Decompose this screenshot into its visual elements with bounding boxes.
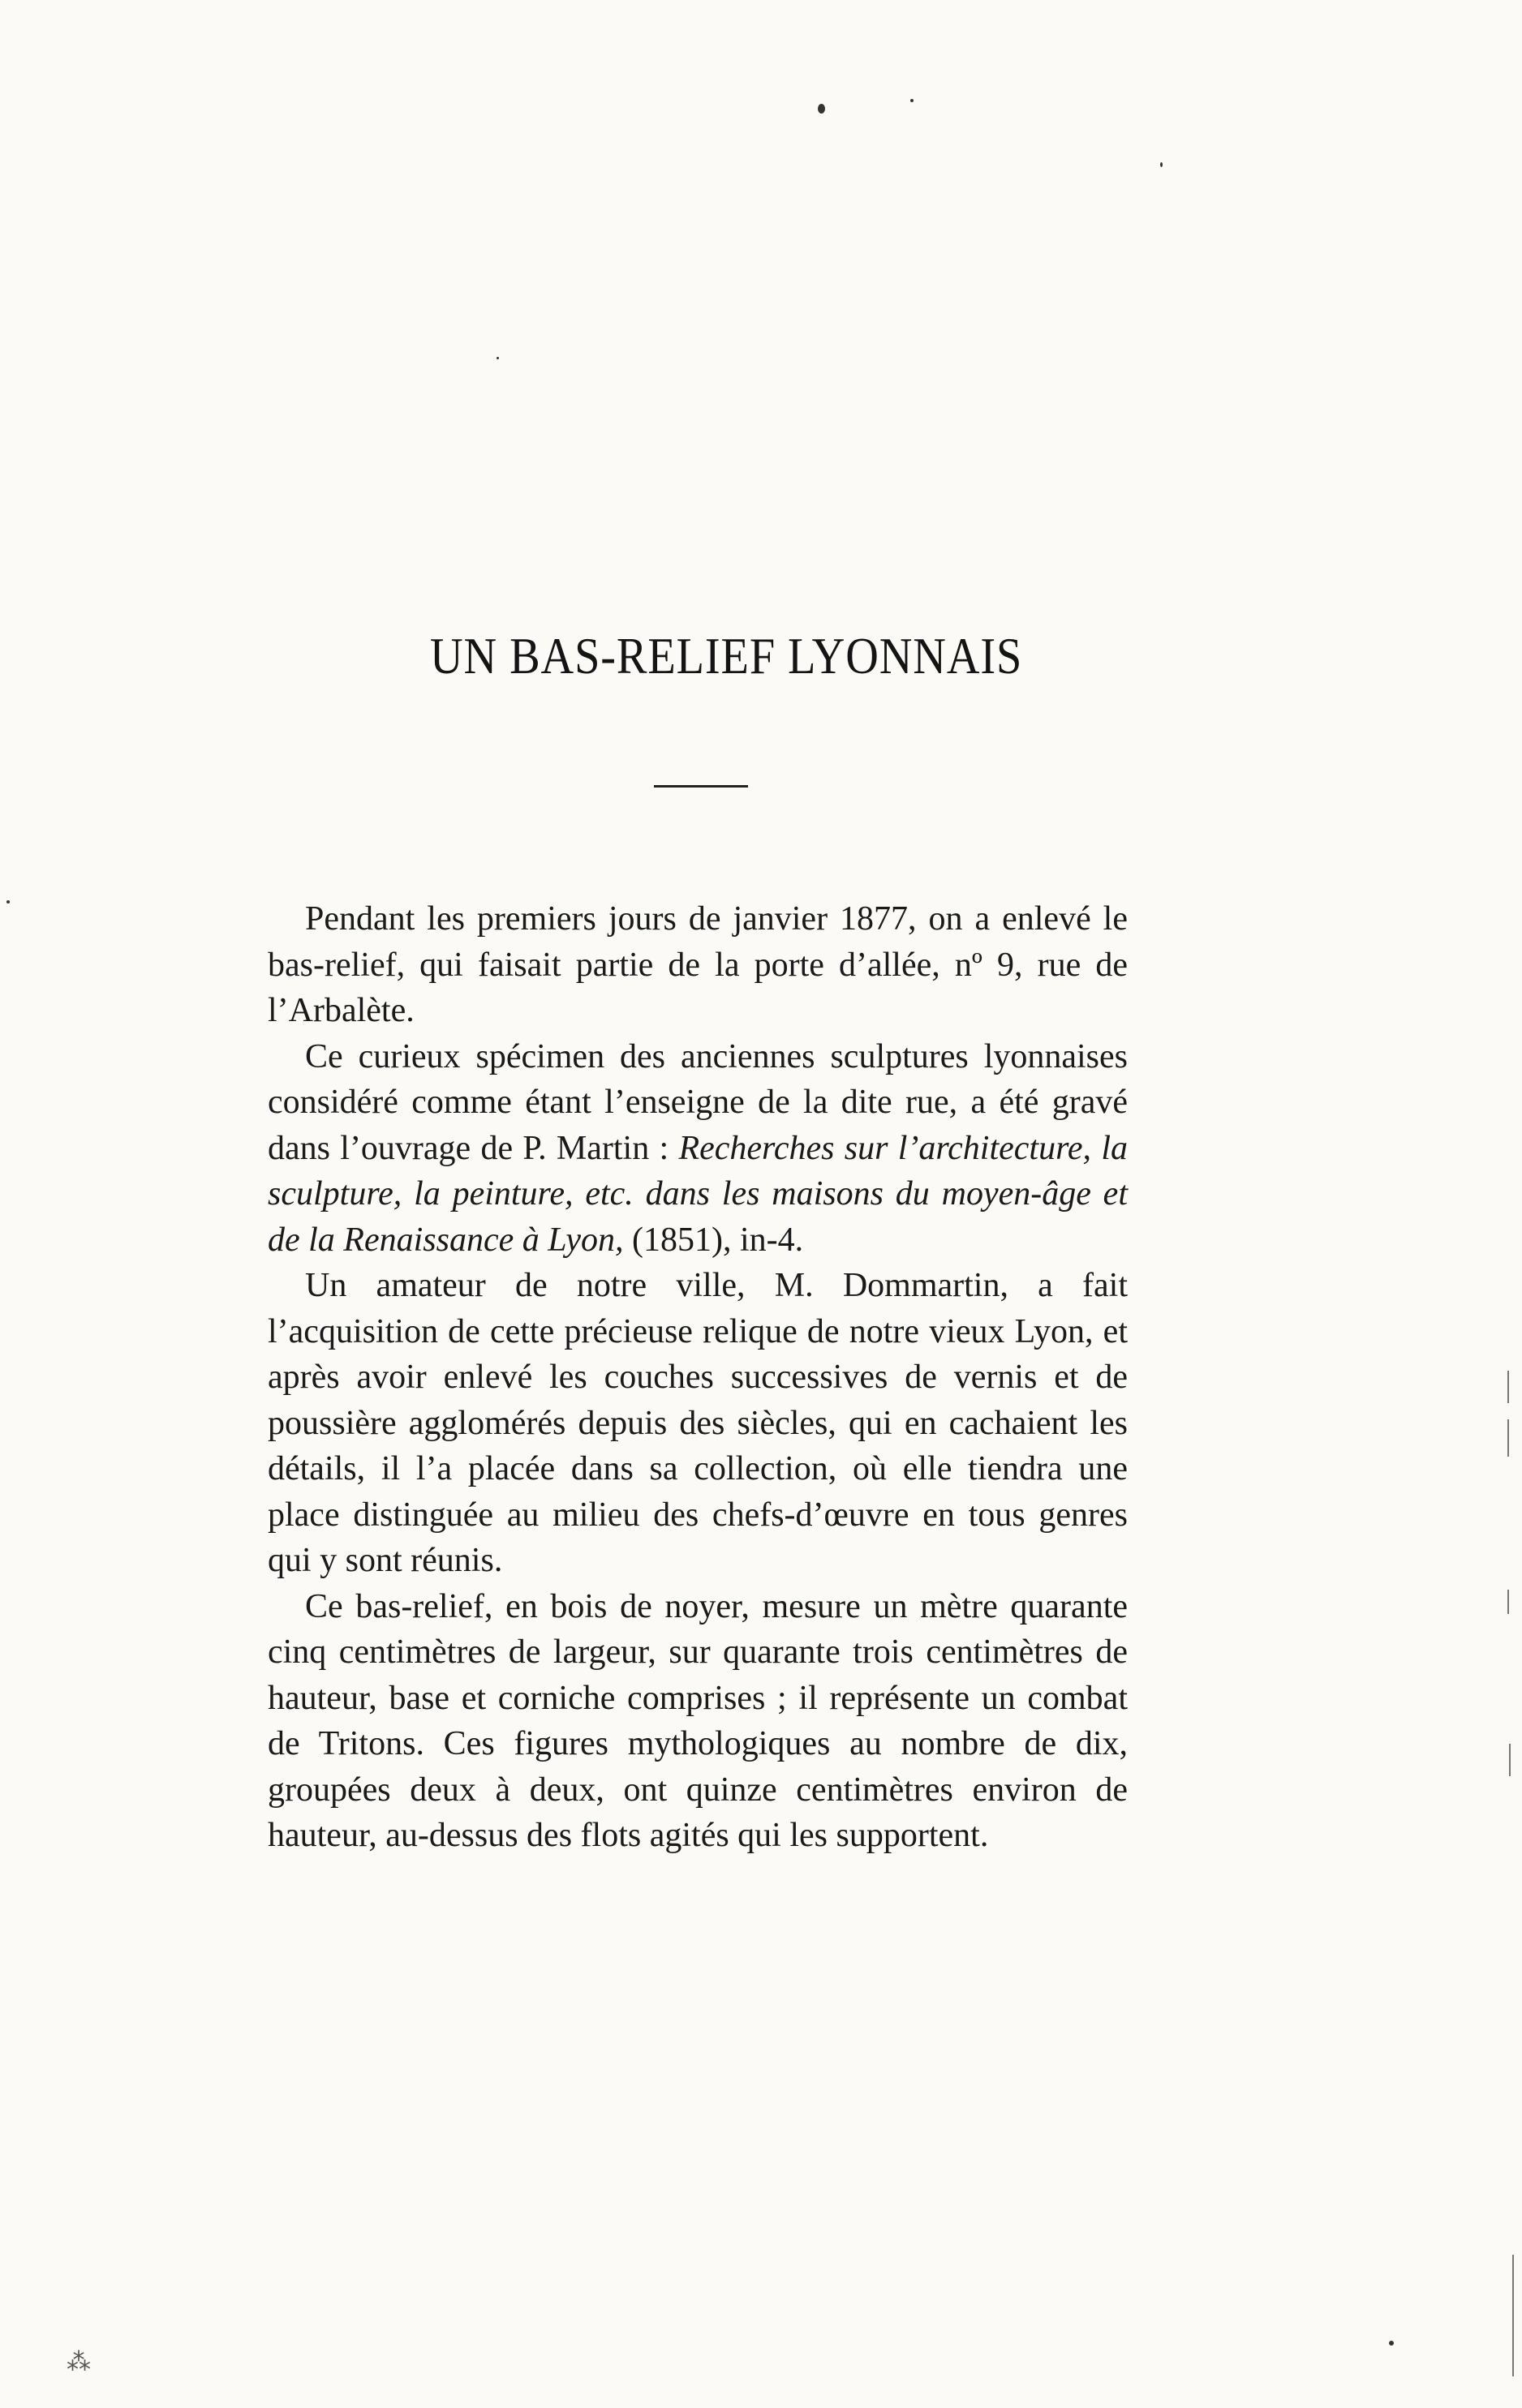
margin-mark	[1507, 1590, 1509, 1614]
paper-speck	[818, 104, 825, 114]
page-title: UN BAS-RELIEF LYONNAIS	[430, 627, 1023, 685]
body-text	[268, 896, 1128, 1859]
paragraph-text: Pendant les premiers jours de janvier 1877, on a enlevé le bas-relief, qui faisait partie de la porte d’allée, nº 9, rue de l’Arbalète.	[268, 900, 1128, 1029]
paragraph	[268, 1034, 1128, 1264]
book-title-italic: Recherches sur l’architecture, la sculpture, la peinture, etc. dans les maisons du moyen-âge et de la Renaissance à Lyon,	[268, 1129, 1128, 1259]
paper-speck	[497, 357, 499, 359]
library-stamp-mark: ⁂	[67, 2348, 91, 2376]
margin-mark	[1507, 1419, 1509, 1457]
margin-mark	[1509, 1744, 1511, 1776]
paragraph	[268, 1584, 1128, 1859]
paragraph-text: (1851), in-4.	[623, 1221, 804, 1259]
paper-speck	[1389, 2341, 1394, 2346]
paper-speck	[6, 900, 10, 904]
paper-speck	[910, 99, 914, 102]
paragraph	[268, 896, 1128, 1034]
paragraph-text: Un amateur de notre ville, M. Dommartin, a fait l’acquisition de cette précieuse relique de notre vieux Lyon, et après avoir enlevé les couches successives de vernis et de poussière agglomérés depuis des siècles, qui en cachaient les détails, il l’a placée dans sa collection, où elle tiendra une place distinguée au milieu des chefs-d’œuvre en tous genres qui y sont réunis.	[268, 1267, 1128, 1579]
title-divider	[654, 785, 748, 788]
margin-mark	[1507, 1371, 1509, 1403]
margin-mark	[1512, 2255, 1514, 2376]
paragraph-text: Ce curieux spécimen des anciennes sculptures lyonnaises considéré comme étant l’enseigne de la dite rue, a été gravé dans l’ouvrage de P. Martin :	[268, 1037, 1128, 1167]
paragraph-text: Ce bas-relief, en bois de noyer, mesure un mètre quarante cinq centimètres de largeur, sur quarante trois centimètres de hauteur, base et corniche comprises ; il représente un combat de Tritons. Ces figures mythologiques au nombre de dix, groupées deux à deux, ont quinze centimètres environ de hauteur, au-dessus des flots agités qui les supportent.	[268, 1587, 1128, 1854]
paper-speck	[1160, 162, 1163, 167]
paragraph	[268, 1263, 1128, 1584]
